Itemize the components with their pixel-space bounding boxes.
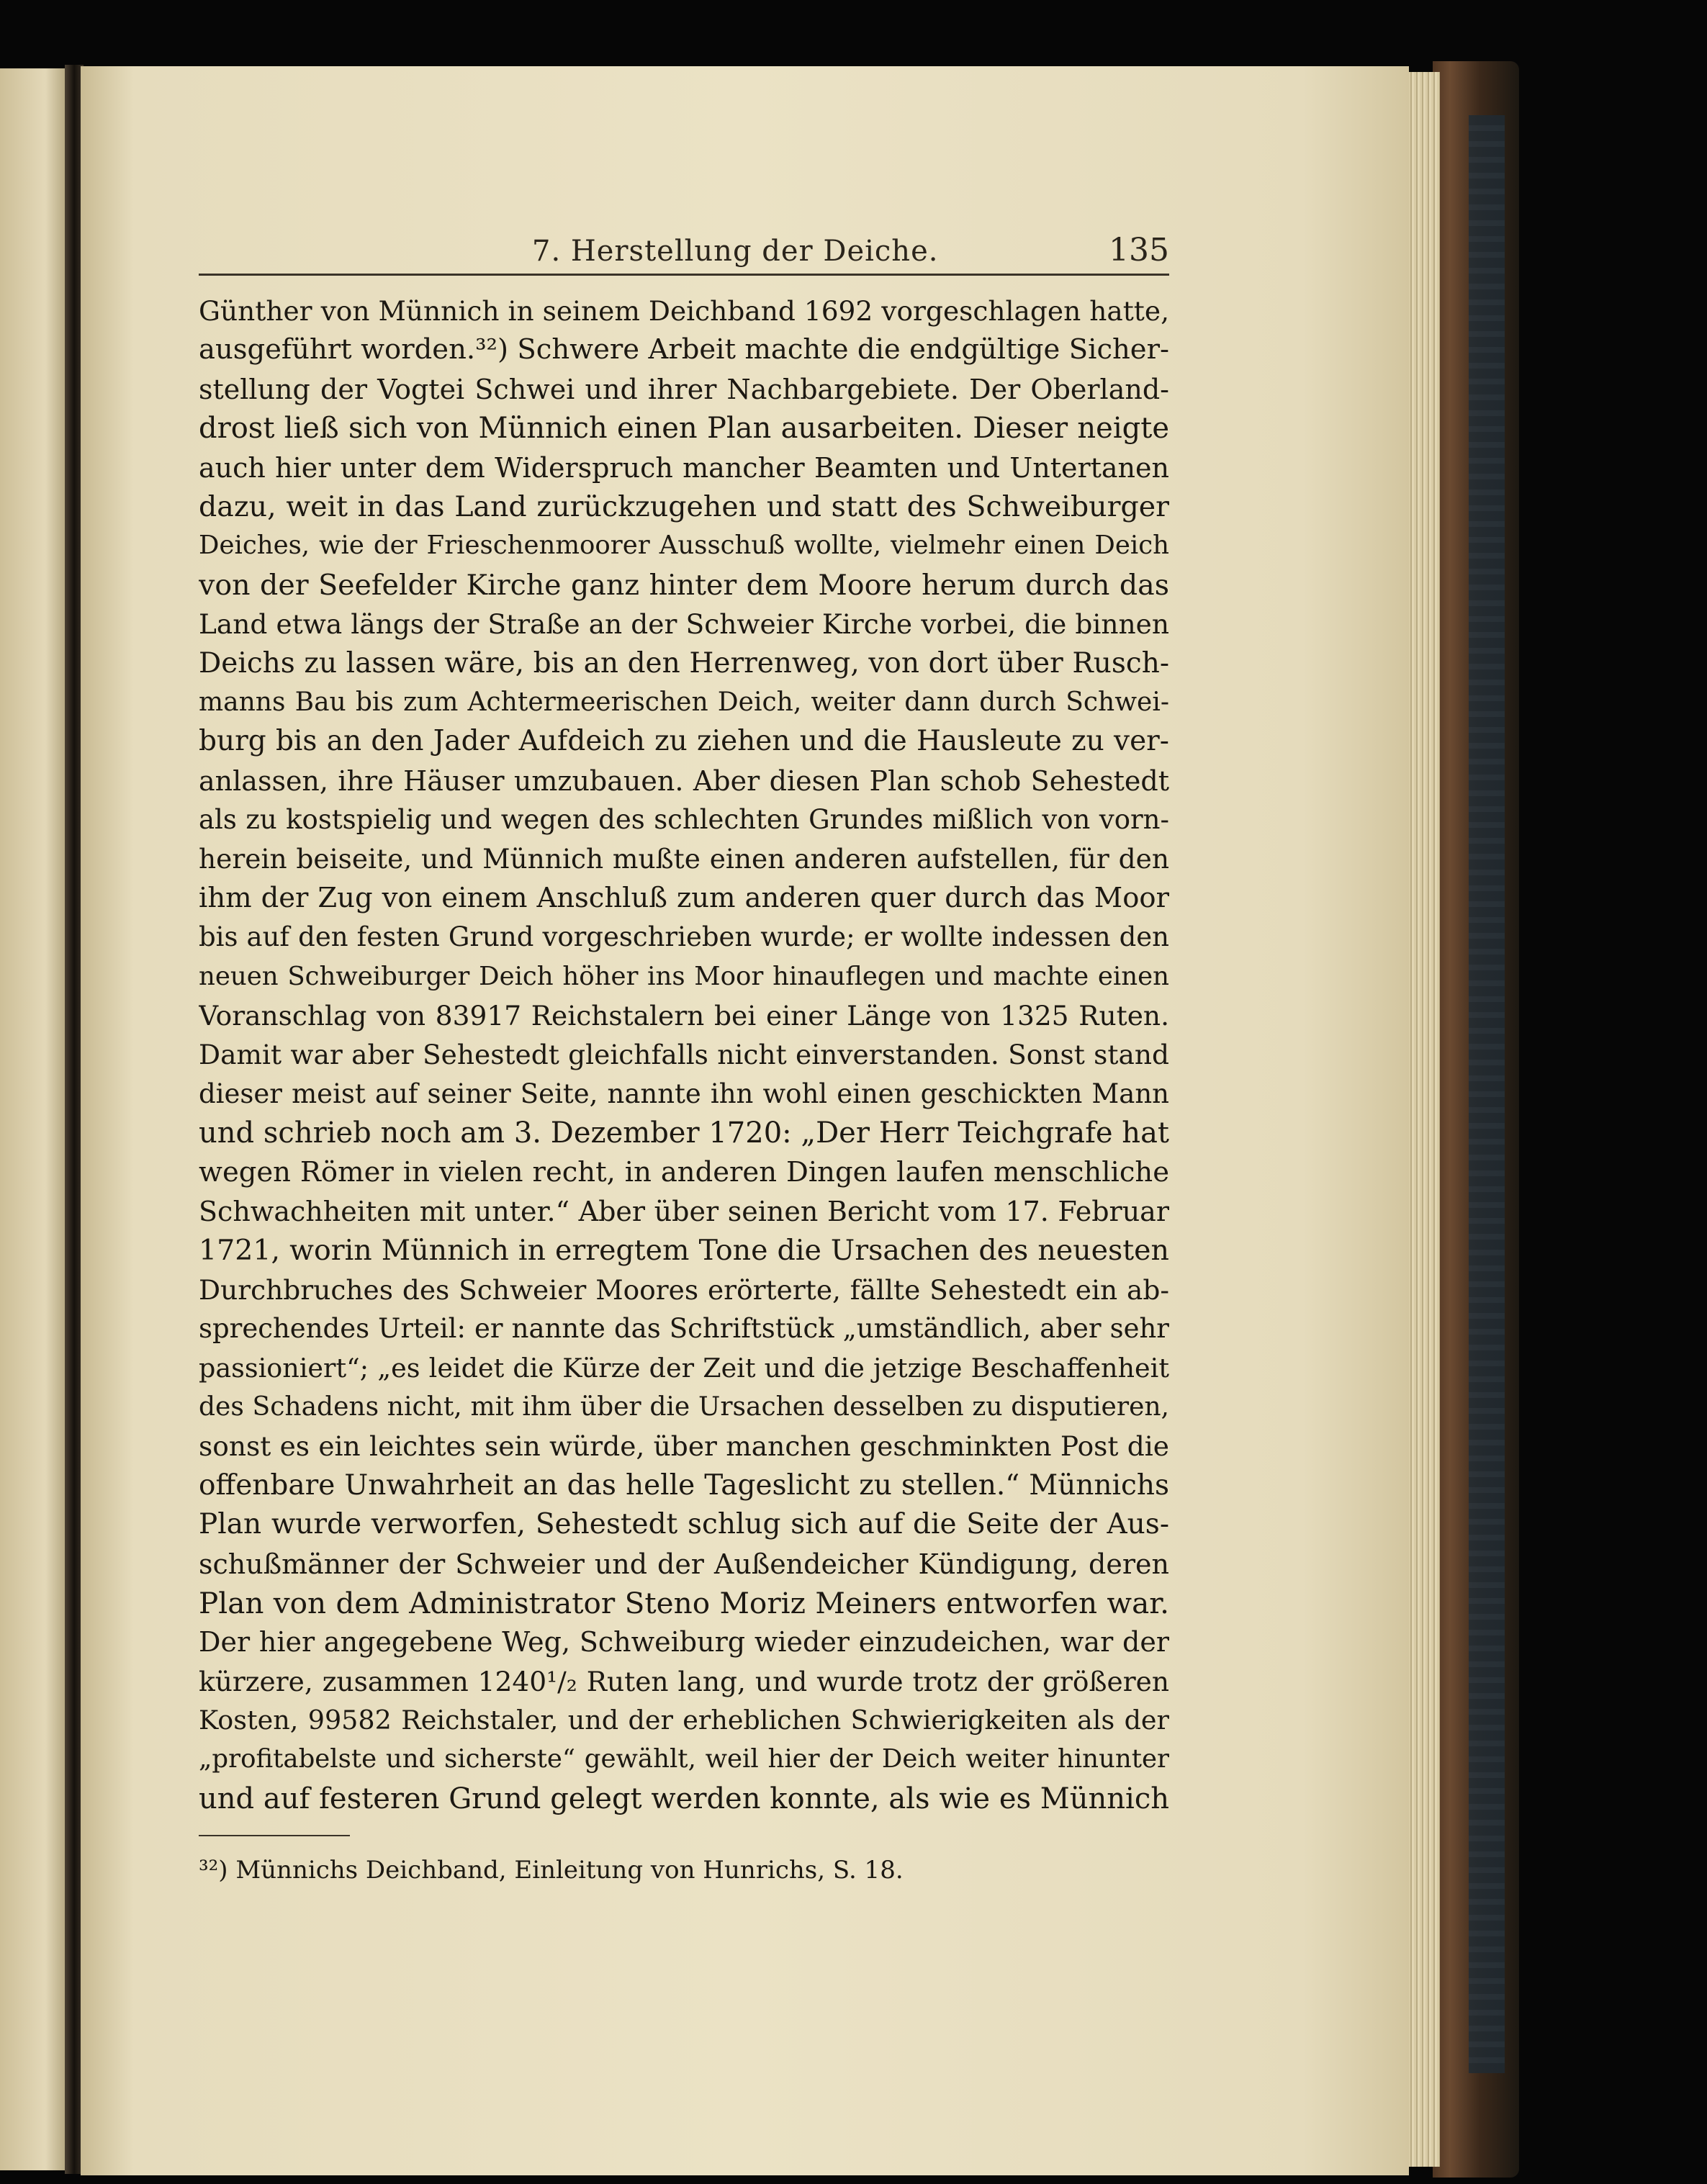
text-line: kürzere, zusammen 1240¹/₂ Ruten lang, und wurde trotz der größeren [199, 1665, 1169, 1697]
text-line: Plan wurde verworfen, Sehestedt schlug sich auf die Seite der Aus- [199, 1508, 1169, 1541]
text-line: ihm der Zug von einem Anschluß zum anderen quer durch das Moor [199, 881, 1169, 914]
cover-cloth-strip [1469, 115, 1505, 2073]
text-line: burg bis an den Jader Aufdeich zu ziehen und die Hausleute zu ver- [199, 725, 1169, 758]
text-line: wegen Römer in vielen recht, in anderen Dingen laufen menschliche [199, 1155, 1169, 1188]
page-number: 135 [1109, 232, 1169, 269]
text-line: und auf festeren Grund gelegt werden konnte, als wie es Münnich [199, 1782, 1169, 1815]
running-head [199, 232, 1169, 276]
footnote: ³²) Münnichs Deichband, Einleitung von Hunrichs, S. 18. [199, 1856, 904, 1885]
text-line: Schwachheiten mit unter.“ Aber über seinen Bericht vom 17. Februar [199, 1195, 1169, 1227]
text-line: Kosten, 99582 Reichstaler, und der erheblichen Schwierigkeiten als der [199, 1705, 1169, 1736]
text-line: Land etwa längs der Straße an der Schweier Kirche vorbei, die binnen [199, 608, 1169, 641]
body-text [199, 292, 1169, 1818]
text-line: Deichs zu lassen wäre, bis an den Herrenweg, von dort über Rusch- [199, 646, 1169, 680]
text-line: Voranschlag von 83917 Reichstalern bei einer Länge von 1325 Ruten. [199, 1000, 1169, 1032]
text-line: auch hier unter dem Widerspruch mancher Beamten und Untertanen [199, 451, 1169, 484]
text-line: herein beiseite, und Münnich mußte einen anderen aufstellen, für den [199, 843, 1169, 875]
text-line: anlassen, ihre Häuser umzubauen. Aber diesen Plan schob Sehestedt [199, 764, 1169, 797]
text-line: Damit war aber Sehestedt gleichfalls nicht einverstanden. Sonst stand [199, 1039, 1169, 1071]
text-line: stellung der Vogtei Schwei und ihrer Nachbargebiete. Der Oberland- [199, 373, 1169, 405]
text-line: passioniert“; „es leidet die Kürze der Zeit und die jetzige Beschaffenheit [199, 1352, 1169, 1384]
text-line: sprechendes Urteil: er nannte das Schriftstück „umständlich, aber sehr [199, 1313, 1169, 1345]
text-line: sonst es ein leichtes sein würde, über manchen geschminkten Post die [199, 1430, 1169, 1463]
text-line: von der Seefelder Kirche ganz hinter dem Moore herum durch das [199, 568, 1169, 602]
text-line: dazu, weit in das Land zurückzugehen und statt des Schweiburger [199, 489, 1169, 523]
footnote-rule [199, 1835, 350, 1836]
text-line: Der hier angegebene Weg, Schweiburg wieder einzudeichen, war der [199, 1626, 1169, 1659]
text-line: 1721, worin Münnich in erregtem Tone die Ursachen des neuesten [199, 1234, 1169, 1268]
text-line: bis auf den festen Grund vorgeschrieben wurde; er wollte indessen den [199, 921, 1169, 953]
text-line: Günther von Münnich in seinem Deichband 1692 vorgeschlagen hatte, [199, 295, 1169, 327]
text-line: offenbare Unwahrheit an das helle Tageslicht zu stellen.“ Münnichs [199, 1468, 1169, 1502]
text-line: des Schadens nicht, mit ihm über die Ursachen desselben zu disputieren, [199, 1391, 1169, 1422]
text-line: drost ließ sich von Münnich einen Plan ausarbeiten. Dieser neigte [199, 412, 1169, 446]
text-line: dieser meist auf seiner Seite, nannte ihn wohl einen geschickten Mann [199, 1078, 1169, 1109]
text-line: Deiches, wie der Frieschenmoorer Ausschuß wollte, vielmehr einen Deich [199, 531, 1169, 561]
facing-page-edge [0, 68, 65, 2170]
text-line: „profitabelste und sicherste“ gewählt, weil hier der Deich weiter hinunter [199, 1744, 1169, 1774]
text-line: ausgeführt worden.³²) Schwere Arbeit machte die endgültige Sicher- [199, 333, 1169, 366]
text-line: Plan von dem Administrator Steno Moriz Meiners entworfen war. [199, 1585, 1169, 1620]
text-line: manns Bau bis zum Achtermeerischen Deich, weiter dann durch Schwei- [199, 687, 1169, 717]
text-line: neuen Schweiburger Deich höher ins Moor hinauflegen und machte einen [199, 961, 1169, 991]
text-line: und schrieb noch am 3. Dezember 1720: „Der Herr Teichgrafe hat [199, 1116, 1169, 1150]
text-line: schußmänner der Schweier und der Außendeicher Kündigung, deren [199, 1548, 1169, 1580]
text-line: als zu kostspielig und wegen des schlechten Grundes mißlich von vorn- [199, 804, 1169, 836]
text-line: Durchbruches des Schweier Moores erörterte, fällte Sehestedt ein ab- [199, 1273, 1169, 1306]
running-title: 7. Herstellung der Deiche. [532, 235, 939, 268]
